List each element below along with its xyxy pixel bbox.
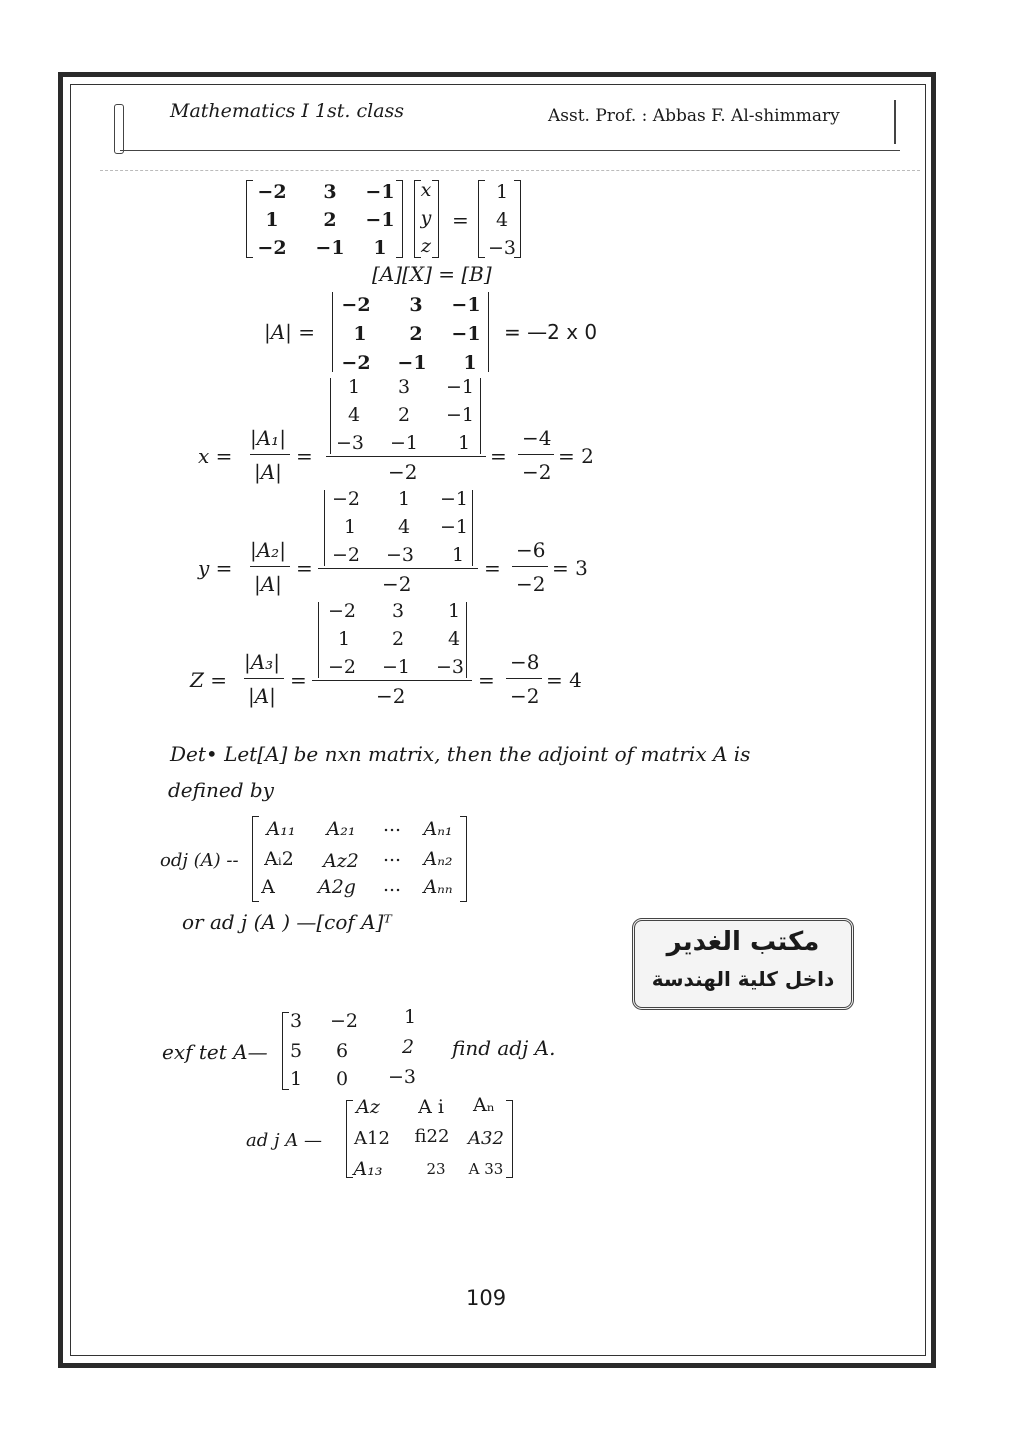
stamp-line-1: مكتب الغدير (666, 927, 820, 957)
equals-sign: = (296, 556, 313, 580)
det-bar-left (318, 602, 319, 678)
adj-cell: Aₙ₁ (423, 818, 453, 840)
header-rule (120, 150, 900, 151)
header-tab-decoration (114, 104, 124, 154)
x-frac-den: |A| (254, 460, 282, 484)
y-main-frac-line (318, 568, 478, 569)
det-cell: −1 (445, 376, 474, 398)
z-lhs: Z = (190, 668, 228, 692)
z-frac-den: |A| (248, 684, 276, 708)
det-cell: −3 (435, 656, 464, 678)
x-result: = 2 (558, 444, 594, 468)
z-result: = 4 (546, 668, 582, 692)
adj-cell: A₂₁ (326, 818, 356, 840)
adj-cell: A2g (318, 876, 356, 898)
det-cell: −1 (439, 516, 468, 538)
y-frac-den: |A| (254, 572, 282, 596)
equals-sign: = (490, 444, 507, 468)
stamp-line-2: داخل كلية الهندسة (651, 967, 835, 991)
example-adj-cell: A 33 (468, 1160, 504, 1178)
det-cell: 1 (353, 323, 367, 345)
adj-lhs: odj (A) -- (160, 850, 239, 871)
matrix-cell: −2 (257, 181, 287, 203)
x-frac-num: −4 (522, 426, 552, 450)
det-cell: −2 (341, 352, 371, 374)
page-number: 109 (466, 1286, 507, 1310)
matrix-cell: 1 (265, 209, 279, 231)
adj-cell: Aᵢ2 (264, 848, 294, 870)
det-cell: 1 (347, 376, 361, 398)
det-cell: 4 (447, 628, 461, 650)
matrix-cell: 2 (323, 209, 337, 231)
example-adj-cell: 23 (426, 1160, 446, 1178)
adj-cell: A₁₁ (266, 818, 296, 840)
example-adj-cell: fi22 (414, 1126, 450, 1147)
det-cell: 2 (397, 404, 411, 426)
det-lhs: |A| = (264, 320, 316, 344)
example-task: find adj A. (452, 1036, 556, 1060)
y-result: = 3 (552, 556, 588, 580)
equals-sign: = (452, 208, 469, 232)
y-frac-line (512, 566, 548, 567)
x-frac-num: |A₁| (250, 426, 286, 450)
matrix-bracket-right (460, 816, 467, 902)
y-frac-num: |A₂| (250, 538, 286, 562)
det-cell: −2 (331, 544, 360, 566)
det-cell: −1 (445, 404, 474, 426)
example-cell: 6 (335, 1040, 349, 1062)
equals-sign: = (478, 668, 495, 692)
vector-cell: −3 (487, 237, 516, 259)
header-course-title: Mathematics I 1st. class (170, 100, 405, 122)
y-lhs: y = (198, 556, 233, 580)
matrix-cell: −1 (315, 237, 345, 259)
example-cell: 1 (289, 1068, 303, 1090)
z-frac-line (244, 678, 284, 679)
matrix-cell: −1 (365, 181, 395, 203)
det-cell: 3 (397, 376, 411, 398)
example-adj-cell: Aₙ (473, 1094, 495, 1116)
y-frac-line (250, 566, 290, 567)
adj-cell: Aₙ₂ (423, 848, 453, 870)
z-frac-den: −2 (510, 684, 540, 708)
definition-line-1: Det• Let[A] be nxn matrix, then the adjoint of matrix A is (170, 742, 751, 766)
example-cell: −3 (387, 1066, 416, 1088)
adj-cell: ... (382, 814, 402, 836)
example-label: exf tet A— (162, 1040, 268, 1064)
det-cell: −1 (389, 432, 418, 454)
det-bar-left (324, 490, 325, 566)
y-frac-num: −6 (516, 538, 546, 562)
vector-cell: 1 (495, 181, 509, 203)
det-cell: −1 (397, 352, 427, 374)
z-main-frac-line (312, 680, 472, 681)
det-cell: 2 (409, 323, 423, 345)
vector-cell: y (420, 207, 432, 229)
det-cell: 1 (457, 432, 471, 454)
example-adj-cell: A12 (354, 1128, 390, 1149)
example-cell: 2 (401, 1036, 415, 1058)
z-frac-num: −8 (510, 650, 540, 674)
header-right-tick (894, 100, 896, 144)
example-cell: −2 (329, 1010, 358, 1032)
det-cell: −1 (451, 323, 481, 345)
example-adj-lhs: ad j A — (246, 1130, 322, 1151)
adj-cofactor-relation: or ad j (A ) —[cof A]ᵀ (182, 910, 392, 934)
adj-cell: ... (382, 874, 402, 896)
matrix-cell: 1 (373, 237, 387, 259)
det-cell: 3 (391, 600, 405, 622)
matrix-cell: 3 (323, 181, 337, 203)
vector-cell: x (420, 179, 432, 201)
bookshop-stamp (632, 918, 854, 1010)
det-cell: −2 (331, 488, 360, 510)
det-cell: 1 (337, 628, 351, 650)
det-cell: 2 (391, 628, 405, 650)
example-cell: 5 (289, 1040, 303, 1062)
det-cell: −1 (451, 294, 481, 316)
x-main-frac-line (326, 456, 486, 457)
adj-cell: Az2 (323, 850, 359, 872)
det-cell: 4 (347, 404, 361, 426)
adj-cell: Aₙₙ (423, 876, 453, 898)
det-cell: −3 (335, 432, 364, 454)
det-value: = —2 x 0 (504, 320, 598, 344)
det-cell: −1 (439, 488, 468, 510)
matrix-cell: −1 (365, 209, 395, 231)
x-frac-line (518, 454, 554, 455)
y-frac-den: −2 (516, 572, 546, 596)
z-divisor: −2 (376, 684, 406, 708)
equals-sign: = (484, 556, 501, 580)
det-cell: −1 (381, 656, 410, 678)
det-bar-left (332, 292, 333, 372)
det-cell: 1 (463, 352, 477, 374)
example-adj-cell: Az (356, 1096, 380, 1118)
matrix-bracket-right (506, 1100, 513, 1178)
example-adj-cell: A i (418, 1096, 444, 1118)
example-cell: 0 (335, 1068, 349, 1090)
det-cell: −2 (341, 294, 371, 316)
example-cell: 1 (403, 1006, 417, 1028)
adj-cell: A (261, 876, 275, 898)
vector-cell: z (420, 235, 431, 257)
det-cell: 1 (447, 600, 461, 622)
det-cell: 1 (451, 544, 465, 566)
z-frac-line (506, 678, 542, 679)
y-divisor: −2 (382, 572, 412, 596)
matrix-form: [A][X] = [B] (372, 262, 492, 286)
vector-cell: 4 (495, 209, 509, 231)
header-author: Asst. Prof. : Abbas F. Al-shimmary (548, 106, 840, 126)
definition-line-2: defined by (168, 778, 274, 802)
det-cell: −3 (385, 544, 414, 566)
example-adj-cell: A₁₃ (353, 1158, 383, 1180)
det-cell: −2 (327, 600, 356, 622)
x-frac-den: −2 (522, 460, 552, 484)
example-adj-cell: A32 (468, 1128, 504, 1149)
det-cell: 1 (397, 488, 411, 510)
det-cell: 1 (343, 516, 357, 538)
x-frac-line (250, 454, 290, 455)
det-cell: 3 (409, 294, 423, 316)
x-divisor: −2 (388, 460, 418, 484)
header-separator (100, 170, 920, 171)
equals-sign: = (290, 668, 307, 692)
x-lhs: x = (198, 444, 233, 468)
equals-sign: = (296, 444, 313, 468)
example-cell: 3 (289, 1010, 303, 1032)
det-cell: 4 (397, 516, 411, 538)
z-frac-num: |A₃| (244, 650, 280, 674)
matrix-cell: −2 (257, 237, 287, 259)
det-cell: −2 (327, 656, 356, 678)
adj-cell: ... (382, 844, 402, 866)
